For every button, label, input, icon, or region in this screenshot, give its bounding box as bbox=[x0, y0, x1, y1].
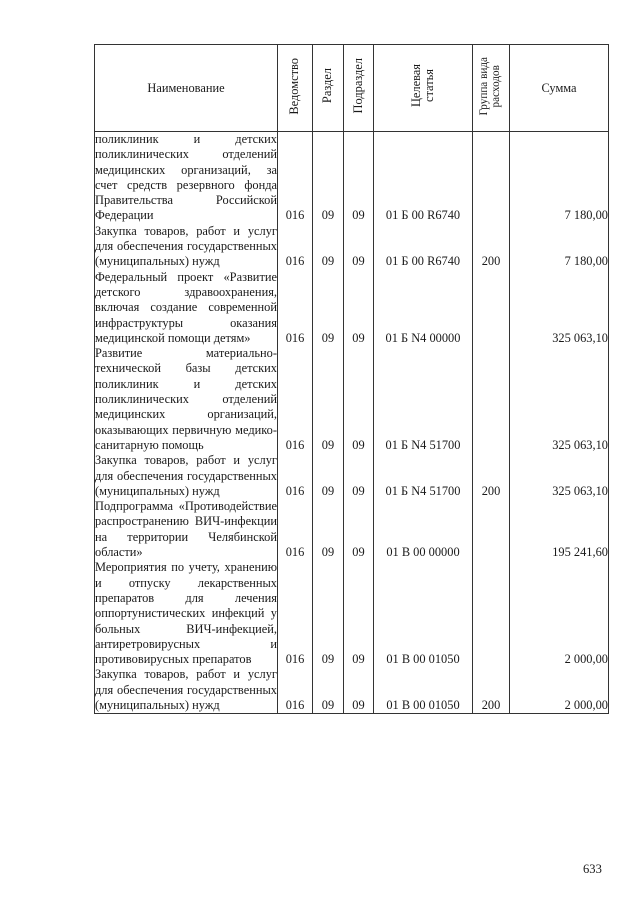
row-name: Подпрограмма «Противодействие распространению ВИЧ-инфекции на территории Челябинской области» bbox=[95, 499, 277, 560]
row-razdel: 09 bbox=[313, 560, 344, 667]
row-name: Мероприятия по учету, хранению и отпуску лекарственных препаратов для лечения оппортунистических инфекций у больных ВИЧ-инфекцией, антиретровирусных и противовирусных препаратов bbox=[95, 560, 277, 667]
table-row bbox=[95, 453, 609, 499]
row-summa: 2 000,00 bbox=[510, 667, 609, 713]
row-razdel: 09 bbox=[313, 453, 344, 499]
row-razdel: 09 bbox=[313, 270, 344, 346]
row-vedomstvo: 016 bbox=[278, 132, 313, 224]
table-row bbox=[95, 224, 609, 270]
row-tselevaya-statya: 01 В 00 01050 bbox=[374, 667, 473, 713]
row-name: Закупка товаров, работ и услуг для обеспечения государственных (муниципальных) нужд bbox=[95, 667, 277, 712]
row-tselevaya-statya: 01 Б 00 R6740 bbox=[374, 132, 473, 224]
row-gruppa: 200 bbox=[473, 224, 510, 270]
row-summa: 325 063,10 bbox=[510, 270, 609, 346]
table-header-row bbox=[95, 45, 609, 132]
row-podrazdel: 09 bbox=[344, 667, 374, 713]
row-name: Федеральный проект «Развитие детского здравоохранения, включая создание современной инфраструктуры оказания медицинской помощи детям» bbox=[95, 269, 277, 345]
header-summa: Сумма bbox=[510, 45, 609, 132]
row-gruppa: 200 bbox=[473, 667, 510, 713]
row-podrazdel: 09 bbox=[344, 270, 374, 346]
budget-table bbox=[94, 44, 609, 714]
row-razdel: 09 bbox=[313, 132, 344, 224]
table-row bbox=[95, 499, 609, 560]
table-row bbox=[95, 346, 609, 453]
row-tselevaya-statya: 01 Б N4 51700 bbox=[374, 453, 473, 499]
table-row bbox=[95, 270, 609, 346]
row-tselevaya-statya: 01 Б 00 R6740 bbox=[374, 224, 473, 270]
row-name: Закупка товаров, работ и услуг для обеспечения государственных (муниципальных) нужд bbox=[95, 453, 277, 498]
table-row bbox=[95, 667, 609, 713]
row-summa: 195 241,60 bbox=[510, 499, 609, 560]
row-vedomstvo: 016 bbox=[278, 499, 313, 560]
row-summa: 7 180,00 bbox=[510, 224, 609, 270]
row-gruppa bbox=[473, 270, 510, 346]
row-name: Развитие материально-технической базы детских поликлиник и детских поликлинических отделений медицинских организаций, оказывающих первичную медико-санитарную помощь bbox=[95, 346, 277, 452]
row-podrazdel: 09 bbox=[344, 560, 374, 667]
row-name: поликлиник и детских поликлинических отделений медицинских организаций, за счет средств резервного фонда Правительства Российской Федерации bbox=[95, 132, 277, 223]
row-podrazdel: 09 bbox=[344, 453, 374, 499]
header-tselevaya-statya: Целевая статья bbox=[374, 45, 473, 132]
row-summa: 325 063,10 bbox=[510, 453, 609, 499]
row-razdel: 09 bbox=[313, 224, 344, 270]
row-summa: 325 063,10 bbox=[510, 346, 609, 453]
row-podrazdel: 09 bbox=[344, 346, 374, 453]
row-tselevaya-statya: 01 В 00 00000 bbox=[374, 499, 473, 560]
header-podrazdel: Подраздел bbox=[344, 45, 374, 132]
row-tselevaya-statya: 01 Б N4 00000 bbox=[374, 270, 473, 346]
row-gruppa bbox=[473, 346, 510, 453]
row-podrazdel: 09 bbox=[344, 224, 374, 270]
row-name: Закупка товаров, работ и услуг для обеспечения государственных (муниципальных) нужд bbox=[95, 223, 277, 269]
row-gruppa: 200 bbox=[473, 453, 510, 499]
header-razdel: Раздел bbox=[313, 45, 344, 132]
page-number: 633 bbox=[583, 862, 602, 876]
row-gruppa bbox=[473, 132, 510, 224]
row-summa: 2 000,00 bbox=[510, 560, 609, 667]
row-podrazdel: 09 bbox=[344, 132, 374, 224]
row-tselevaya-statya: 01 Б N4 51700 bbox=[374, 346, 473, 453]
row-vedomstvo: 016 bbox=[278, 667, 313, 713]
row-vedomstvo: 016 bbox=[278, 560, 313, 667]
row-razdel: 09 bbox=[313, 667, 344, 713]
row-vedomstvo: 016 bbox=[278, 224, 313, 270]
row-gruppa bbox=[473, 499, 510, 560]
table-row bbox=[95, 132, 609, 224]
header-name: Наименование bbox=[95, 45, 278, 132]
header-gruppa-vida-raskhodov: Группа вида расходов bbox=[473, 45, 510, 132]
table-row bbox=[95, 560, 609, 667]
row-podrazdel: 09 bbox=[344, 499, 374, 560]
row-gruppa bbox=[473, 560, 510, 667]
header-vedomstvo: Ведомство bbox=[278, 45, 313, 132]
row-summa: 7 180,00 bbox=[510, 132, 609, 224]
row-vedomstvo: 016 bbox=[278, 270, 313, 346]
row-razdel: 09 bbox=[313, 499, 344, 560]
row-razdel: 09 bbox=[313, 346, 344, 453]
row-tselevaya-statya: 01 В 00 01050 bbox=[374, 560, 473, 667]
row-vedomstvo: 016 bbox=[278, 346, 313, 453]
row-vedomstvo: 016 bbox=[278, 453, 313, 499]
